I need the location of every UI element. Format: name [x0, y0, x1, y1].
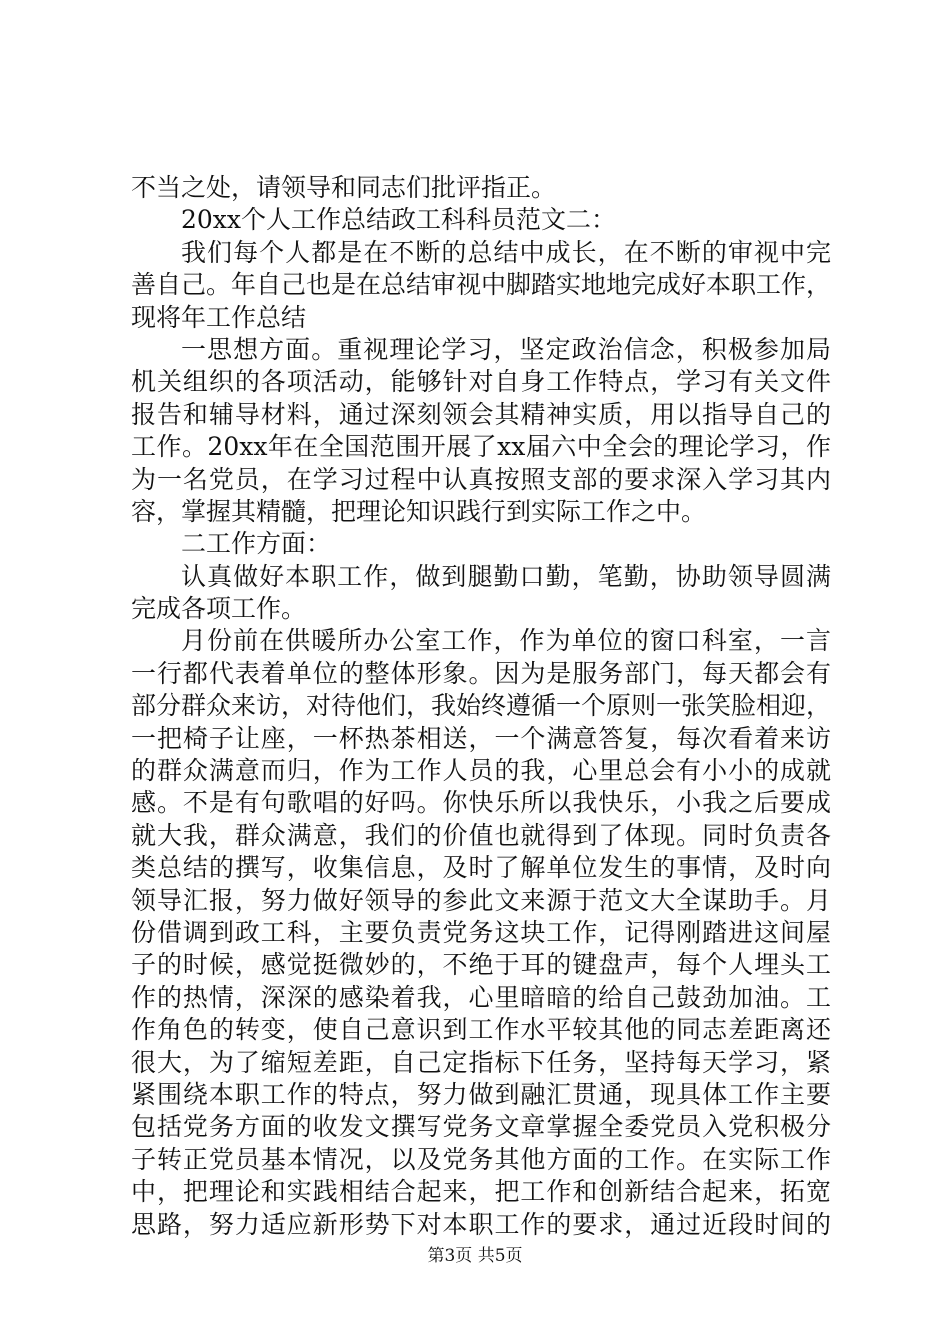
text-line: 完成各项工作。: [131, 594, 307, 624]
text-line: 一把椅子让座，一杯热茶相送，一个满意答复，每次看着来访: [131, 723, 831, 753]
text-line: 类总结的撰写，收集信息，及时了解单位发生的事情，及时向: [131, 853, 831, 883]
text-line: 为一名党员，在学习过程中认真按照支部的要求深入学习其内: [131, 464, 831, 494]
text-line: 月份前在供暖所办公室工作，作为单位的窗口科室，一言: [181, 626, 831, 656]
text-line: 包括党务方面的收发文撰写党务文章掌握全委党员入党积极分: [131, 1112, 831, 1142]
text-line: 认真做好本职工作，做到腿勤口勤，笔勤，协助领导圆满: [181, 561, 831, 591]
text-line: 中，把理论和实践相结合起来，把工作和创新结合起来，拓宽: [131, 1177, 831, 1207]
text-line: 紧围绕本职工作的特点，努力做到融汇贯通，现具体工作主要: [131, 1079, 831, 1109]
text-line: 不当之处，请领导和同志们批评指正。: [131, 173, 557, 202]
text-line: 很大，为了缩短差距，自己定指标下任务，坚持每天学习，紧: [131, 1047, 831, 1077]
text-line: 就大我，群众满意，我们的价值也就得到了体现。同时负责各: [131, 820, 831, 850]
text-line: 机关组织的各项活动，能够针对自身工作特点，学习有关文件: [131, 367, 831, 397]
text-line: 一思想方面。重视理论学习，坚定政治信念，积极参加局: [181, 334, 831, 364]
text-line: 我们每个人都是在不断的总结中成长，在不断的审视中完: [181, 237, 831, 267]
text-line: 作的热情，深深的感染着我，心里暗暗的给自己鼓劲加油。工: [131, 982, 831, 1012]
text-line: 一行都代表着单位的整体形象。因为是服务部门，每天都会有: [131, 658, 831, 688]
text-line: 思路，努力适应新形势下对本职工作的要求，通过近段时间的: [131, 1209, 831, 1239]
document-body: [131, 172, 831, 1241]
text-line: 善自己。年自己也是在总结审视中脚踏实地地完成好本职工作，: [131, 270, 831, 300]
text-line: 二工作方面：: [181, 529, 332, 559]
text-line: 20xx个人工作总结政工科科员范文二：: [181, 205, 617, 235]
text-line: 作角色的转变，使自己意识到工作水平较其他的同志差距离还: [131, 1015, 831, 1045]
text-line: 领导汇报，努力做好领导的参此文来源于范文大全谋助手。月: [131, 885, 831, 915]
text-line: 现将年工作总结: [131, 302, 307, 332]
text-line: 工作。20xx年在全国范围开展了xx届六中全会的理论学习，作: [131, 432, 831, 462]
text-line: 子转正党员基本情况，以及党务其他方面的工作。在实际工作: [131, 1144, 831, 1174]
text-line: 份借调到政工科，主要负责党务这块工作，记得刚踏进这间屋: [131, 917, 831, 947]
text-line: 报告和辅导材料，通过深刻领会其精神实质，用以指导自己的: [131, 399, 831, 429]
text-line: 部分群众来访，对待他们，我始终遵循一个原则一张笑脸相迎，: [131, 691, 831, 721]
text-line: 容，掌握其精髓，把理论知识践行到实际工作之中。: [131, 496, 707, 526]
page-number: 第3页 共5页: [427, 1246, 523, 1266]
text-line: 感。不是有句歌唱的好吗。你快乐所以我快乐，小我之后要成: [131, 788, 831, 818]
page-footer: [0, 1244, 950, 1268]
text-line: 子的时候，感觉挺微妙的，不绝于耳的键盘声，每个人埋头工: [131, 950, 831, 980]
text-line: 的群众满意而归，作为工作人员的我，心里总会有小小的成就: [131, 756, 831, 786]
